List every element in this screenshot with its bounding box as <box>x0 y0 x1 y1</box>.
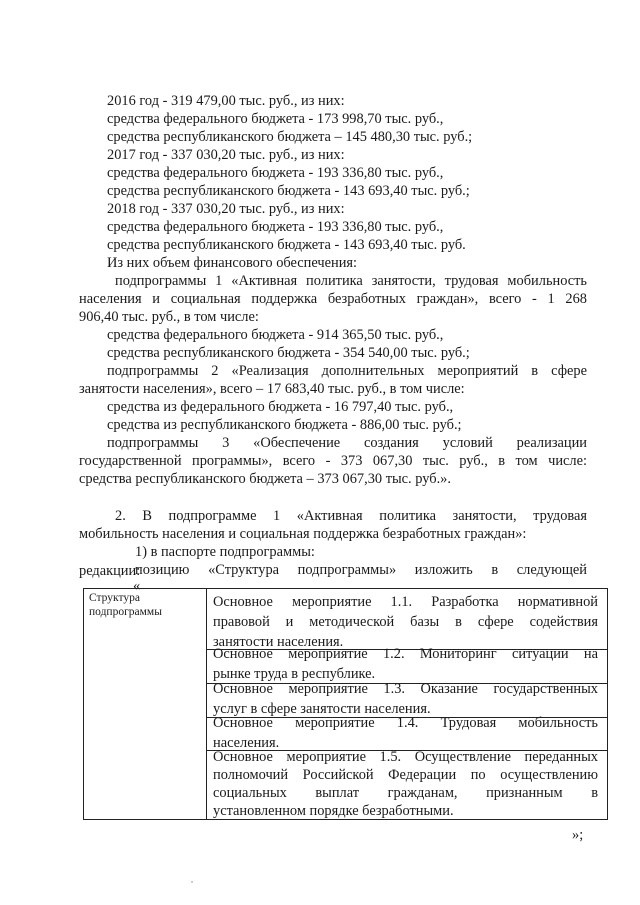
text-line: населения и социальная поддержка безработных граждан», всего - 1 268 <box>79 291 587 307</box>
text-line: средства республиканского бюджета - 354 540,00 тыс. руб.; <box>107 345 470 361</box>
text-line: средства федерального бюджета - 914 365,50 тыс. руб., <box>107 327 444 343</box>
text-line: 2016 год - 319 479,00 тыс. руб., из них: <box>107 93 345 109</box>
text-line: средства федерального бюджета - 173 998,70 тыс. руб., <box>107 111 444 127</box>
table-entry-line: Основное мероприятие 1.5. Осуществление переданных <box>213 749 598 765</box>
table-entry-line: правовой и методической базы в сфере содействия <box>213 614 598 630</box>
table-entry-line: услуг в сфере занятости населения. <box>213 701 431 717</box>
text-line: средства федерального бюджета - 193 336,80 тыс. руб., <box>107 165 444 181</box>
text-line: редакции: <box>79 563 141 579</box>
table-entry-line: Основное мероприятие 1.1. Разработка нормативной <box>213 594 598 610</box>
scan-speck: ˙ <box>190 878 194 892</box>
table-label-line: Структура <box>89 592 140 604</box>
text-line: 1) в паспорте подпрограммы: <box>135 544 315 560</box>
text-line: средства из федерального бюджета - 16 797,40 тыс. руб., <box>107 399 454 415</box>
closing-quote: »; <box>572 827 584 843</box>
text-line: 2017 год - 337 030,20 тыс. руб., из них: <box>107 147 345 163</box>
text-line: подпрограммы 3 «Обеспечение создания условий реализации <box>107 435 587 451</box>
table-label-cell <box>89 591 162 619</box>
table-label-line: подпрограммы <box>89 606 162 618</box>
text-line: занятости населения», всего – 17 683,40 тыс. руб., в том числе: <box>79 381 465 397</box>
table-entry-line: полномочий Российской Федерации по осуществлению <box>213 767 598 783</box>
table-entry-line: социальных выплат гражданам, признанным в <box>213 785 598 801</box>
table-entry-line: населения. <box>213 735 280 751</box>
text-line: мобильность населения и социальная поддержка безработных граждан»: <box>79 526 527 542</box>
table-entry-line: Основное мероприятие 1.4. Трудовая мобильность <box>213 715 598 731</box>
text-line: государственной программы», всего - 373 067,30 тыс. руб., в том числе: <box>79 453 587 469</box>
subprogram-structure-table <box>83 588 608 820</box>
text-line: средства республиканского бюджета - 143 693,40 тыс. руб.; <box>107 183 470 199</box>
text-line: подпрограммы 2 «Реализация дополнительных мероприятий в сфере <box>107 363 587 379</box>
text-line: средства федерального бюджета - 193 336,80 тыс. руб., <box>107 219 444 235</box>
text-line: Из них объем финансового обеспечения: <box>107 255 358 271</box>
table-entry-line: рынке труда в республике. <box>213 666 376 682</box>
table-entry-line: Основное мероприятие 1.2. Мониторинг ситуации на <box>213 646 598 662</box>
text-line: подпрограммы 1 «Активная политика занятости, трудовая мобильность <box>115 273 587 289</box>
table-entry-line: установленном порядке безработными. <box>213 803 454 819</box>
text-line: 2018 год - 337 030,20 тыс. руб., из них: <box>107 201 345 217</box>
text-line: 2. В подпрограмме 1 «Активная политика занятости, трудовая <box>115 508 587 524</box>
text-line: 906,40 тыс. руб., в том числе: <box>79 309 259 325</box>
opening-quote: « <box>133 578 141 594</box>
table-entry-line: Основное мероприятие 1.3. Оказание государственных <box>213 681 598 697</box>
text-line: средства республиканского бюджета - 143 693,40 тыс. руб. <box>107 237 466 253</box>
text-line: средства из республиканского бюджета - 886,00 тыс. руб.; <box>107 417 462 433</box>
table-entry-line: занятости населения. <box>213 634 344 650</box>
table-divider <box>206 589 207 819</box>
text-line: средства республиканского бюджета – 373 067,30 тыс. руб.». <box>79 471 451 487</box>
text-line: позицию «Структура подпрограммы» изложить в следующей <box>135 562 587 578</box>
text-line: средства республиканского бюджета – 145 480,30 тыс. руб.; <box>107 129 473 145</box>
